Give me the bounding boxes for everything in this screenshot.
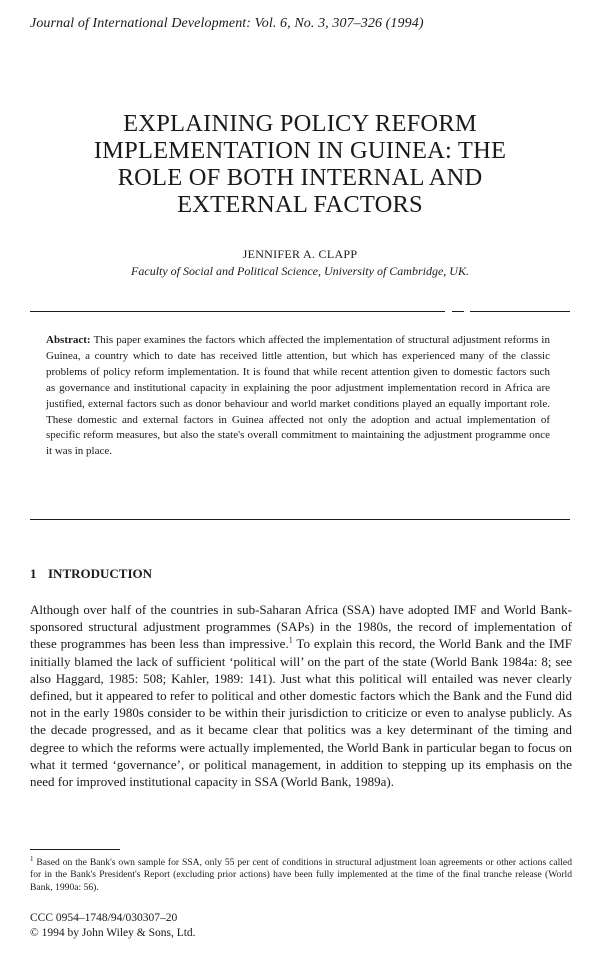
title-line: EXPLAINING POLICY REFORM — [123, 110, 477, 137]
title-line: EXTERNAL FACTORS — [177, 191, 423, 218]
author-name: JENNIFER A. CLAPP — [242, 247, 358, 261]
body-paragraph — [30, 601, 572, 790]
section-number: 1 — [30, 566, 37, 581]
footnote — [30, 854, 572, 894]
body-text-part: To explain this record, the World Bank and the IMF initially blamed the lack of sufficient ‘political will’ on the part of the state (World Bank 1984a: 8; see also Haggard, 1985: 508; Kahler, 1989: 141). Just what this political will entailed was never clearly defined, but it appeared to refer to political and other domestic factors which the Bank and the Fund did not in the early 1980s consider to be within their jurisdiction to criticize or even to analyse publicly. As the decade progressed, and as it became clear that politics was a key determinant of the timing and degree to which the reforms were actually implemented, the World Bank in particular began to focus on what it termed ‘governance’, or political management, in addition to stepping up its emphasis on the need for improved institutional capacity in SSA (World Bank, 1989a). — [30, 636, 572, 790]
title-line: ROLE OF BOTH INTERNAL AND — [117, 164, 483, 191]
abstract-top-rule-segment — [470, 311, 570, 312]
abstract-bottom-rule — [30, 519, 570, 520]
footnote-reference: 1 — [288, 636, 293, 646]
title-line: IMPLEMENTATION IN GUINEA: THE — [93, 137, 507, 164]
footnote-marker: 1 — [30, 854, 34, 863]
section-heading — [30, 566, 152, 582]
section-title: INTRODUCTION — [48, 566, 153, 581]
footnote-rule — [30, 849, 120, 850]
journal-header: Journal of International Development: Vol. 6, No. 3, 307–326 (1994) — [30, 16, 424, 31]
abstract-top-rule — [30, 311, 445, 312]
abstract-top-rule-segment — [452, 311, 464, 312]
publication-code: CCC 0954–1748/94/030307–20 — [30, 912, 178, 924]
author-affiliation: Faculty of Social and Political Science, University of Cambridge, UK. — [131, 264, 469, 278]
abstract-label: Abstract: — [46, 334, 91, 346]
abstract-text: This paper examines the factors which affected the implementation of structural adjustment reforms in Guinea, a country which to date has received little attention, but which has experienced many of the classic problems of policy reform implementation. It is found that while recent attention given to domestic factors such as governance and institutional capacity in explaining the poor adjustment implementation record in Africa are justified, external factors such as donor behaviour and world market conditions played an equally important role. These domestic and external factors in Guinea affected not only the adoption and actual implementation of specific reform measures, but also the state's overall commitment to maintaining the adjustment programme once it was in place. — [46, 334, 550, 458]
paper-title — [30, 110, 570, 218]
copyright-line: © 1994 by John Wiley & Sons, Ltd. — [30, 927, 196, 939]
footnote-text: Based on the Bank's own sample for SSA, only 55 per cent of conditions in structural adjustment loan agreements or other actions called for in the Bank's President's Report (excluding prior actions) have been fully implemented at the time of the final tranche release (World Bank, 1990a: 56). — [30, 857, 572, 893]
body-text-part: Although over half of the countries in sub-Saharan Africa (SSA) have adopted IMF and World Bank-sponsored structural adjustment programmes (SAPs) in the 1980s, the record of implementation of these programmes has been less than impressive. — [30, 602, 572, 652]
abstract — [46, 333, 550, 460]
